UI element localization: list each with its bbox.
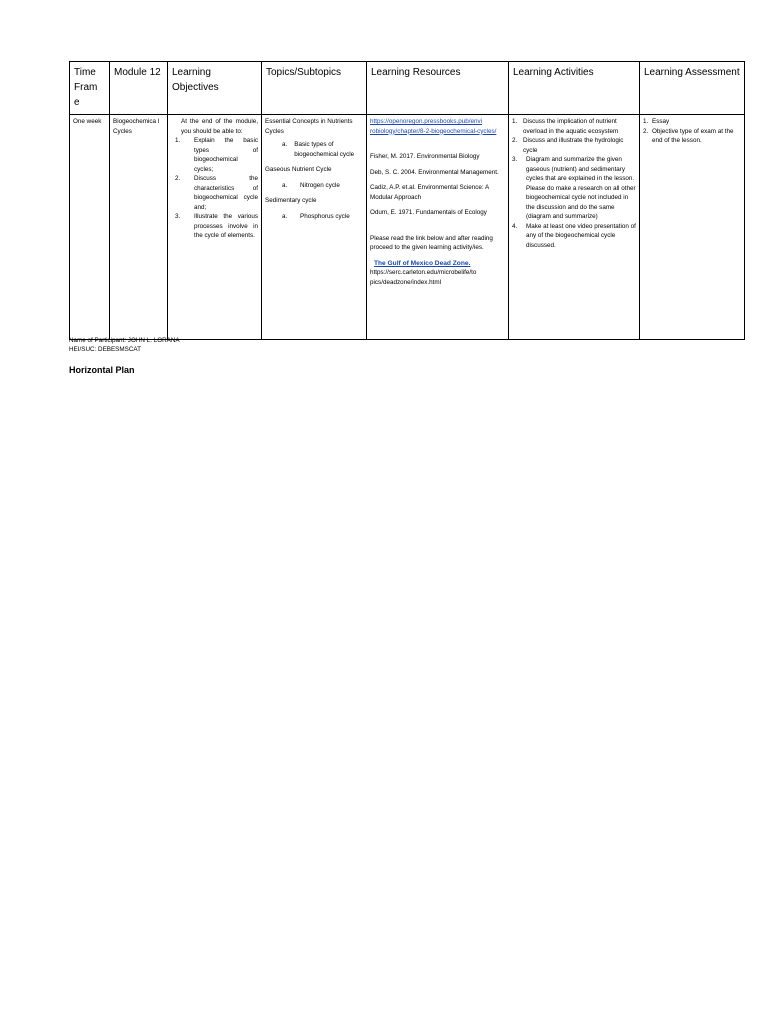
participant-name: Name of Participant: JOHN L. LORANA bbox=[69, 337, 180, 344]
resource-ref-2: Deb, S. C. 2004. Environmental Management. bbox=[370, 168, 499, 176]
topic-sub-2: a. Nitrogen cycle bbox=[282, 181, 340, 189]
cell-topics bbox=[262, 115, 367, 340]
cell-module bbox=[110, 115, 168, 340]
list-item: 3. Diagram and summarize the given gaseous (nutrient) and sedimentary cycles that are explained in the lesson. Please do make a research on all other biogeochemical cycle not included in the discussion and do the same (diagram and summarize) bbox=[512, 156, 636, 220]
topic-sub-1: a. Basic types of biogeochemical cycle bbox=[282, 141, 355, 158]
cell-objectives bbox=[168, 115, 262, 340]
resource-ref-3: Cadiz, A.P. et.al. Environmental Science: A Modular Approach bbox=[370, 184, 489, 201]
learning-plan-table bbox=[69, 61, 745, 340]
list-item: 1. Essay bbox=[643, 118, 670, 125]
list-item: 1. Discuss the implication of nutrient overload in the aquatic ecosystem bbox=[512, 118, 619, 135]
cell-resources bbox=[367, 115, 509, 340]
header-topics: Topics/Subtopics bbox=[262, 62, 367, 115]
activities-list bbox=[512, 117, 636, 250]
resource-note: Please read the link below and after reading proceed to the given learning activity/ies. bbox=[370, 234, 493, 251]
header-objectives: Learning Objectives bbox=[168, 62, 262, 115]
cell-assessment bbox=[640, 115, 745, 340]
header-module: Module 12 bbox=[110, 62, 168, 115]
assessment-list bbox=[643, 117, 741, 146]
objectives-list bbox=[171, 136, 258, 241]
list-item: 2. Discuss the characteristics of biogeochemical cycle and; bbox=[175, 175, 258, 211]
topic-heading-2: Gaseous Nutrient Cycle bbox=[265, 166, 332, 173]
resource-ref-4: Odum, E. 1971. Fundamentals of Ecology bbox=[370, 209, 487, 216]
resource-link-2-title[interactable]: The Gulf of Mexico Dead Zone. bbox=[374, 259, 471, 267]
cell-activities bbox=[509, 115, 640, 340]
section-title: Horizontal Plan bbox=[69, 365, 135, 375]
list-item: 4. Make at least one video presentation of any of the biogeochemical cycle discussed. bbox=[512, 222, 636, 249]
hei-suc: HEI/SUC: DEBESMSCAT bbox=[69, 345, 141, 353]
topic-heading-3: Sedimentary cycle bbox=[265, 197, 317, 204]
resource-link-1[interactable]: https://openoregon.pressbooks.pub/envi robiology/chapter/8-2-biogeochemical-cycles/ bbox=[370, 118, 497, 135]
topic-heading-1: Essential Concepts in Nutrients Cycles bbox=[265, 118, 353, 135]
participant-footer bbox=[69, 337, 180, 354]
topic-sub-3: a. Phosphorus cycle bbox=[282, 212, 350, 220]
header-row bbox=[70, 62, 745, 115]
module-value: Biogeochemica l Cycles bbox=[113, 118, 160, 135]
list-item: 1. Explain the basic types of biogeochemical cycles; bbox=[175, 137, 258, 173]
header-resources: Learning Resources bbox=[367, 62, 509, 115]
objectives-intro: At the end of the module, you should be able to: bbox=[181, 118, 258, 135]
time-frame-value: One week bbox=[73, 118, 102, 125]
header-activities: Learning Activities bbox=[509, 62, 640, 115]
header-time-frame: Time Fram e bbox=[70, 62, 110, 115]
resource-link-2-url: https://serc.carleton.edu/microbelife/to pics/deadzone/index.html bbox=[370, 269, 477, 286]
resource-ref-1: Fisher, M. 2017. Environmental Biology bbox=[370, 153, 480, 160]
table-row bbox=[70, 115, 745, 340]
list-item: 2. Objective type of exam at the end of the lesson. bbox=[643, 127, 734, 144]
list-item: 3. Illustrate the various processes involve in the cycle of elements. bbox=[175, 213, 258, 239]
list-item: 2. Discuss and illustrate the hydrologic cycle bbox=[512, 137, 624, 154]
cell-time-frame bbox=[70, 115, 110, 340]
header-assessment: Learning Assessment bbox=[640, 62, 745, 115]
